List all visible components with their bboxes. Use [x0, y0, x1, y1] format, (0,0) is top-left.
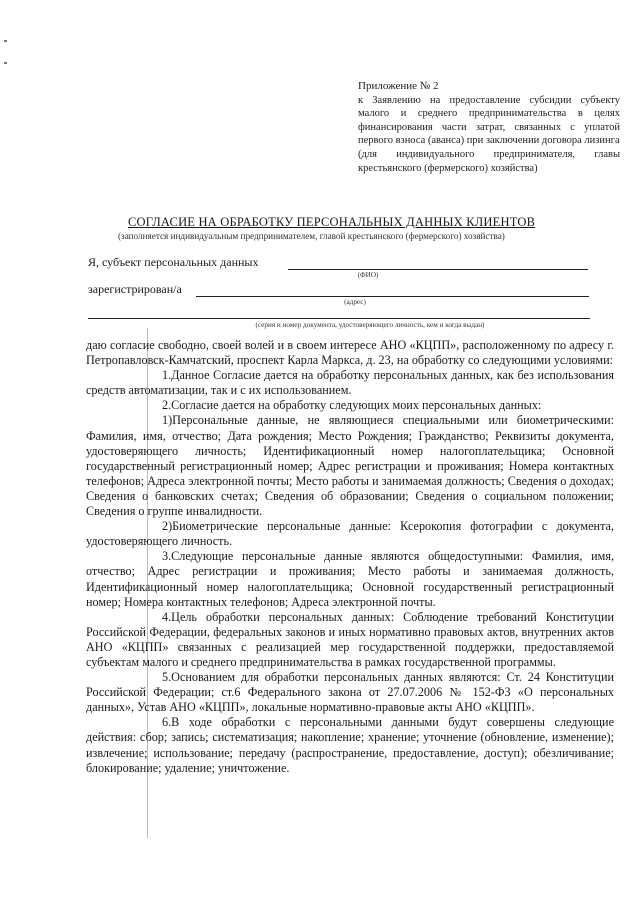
clause-number: 6. — [162, 715, 172, 730]
fio-field[interactable] — [288, 269, 588, 270]
clause-text: Следующие персональные данные являются общедоступными: Фамилия, имя, отчество; Адрес регистрации и проживания; Место работы и занимаемая должность, Идентификационный номер налогоплательщика; Основной государственный регистрационный номер; Номера контактных телефонов; Адреса электронной почты. — [86, 549, 614, 609]
appendix-note: (для индивидуального предпринимателя, главы крестьянского (фермерского) хозяйства) — [358, 148, 620, 174]
clause-number: 3. — [162, 549, 172, 564]
document-field[interactable] — [88, 318, 590, 319]
consent-body — [86, 338, 614, 776]
clause-number: 1) — [162, 413, 173, 428]
clause-text: Согласие дается на обработку следующих моих персональных данных: — [171, 398, 542, 413]
clause-text: Персональные данные, не являющиеся специальными или биометрическими: Фамилия, имя, отчество; Дата рождения; Место Рождения; Гражданство; Реквизиты документа, удостоверяющего личность; Идентификационный номер налогоплательщика; Основной государственный регистрационный номер; Адрес регистрации и проживания; Номера контактных телефонов; Адреса электронной почты; Место работы и занимаемая должность; Сведения о доходах; Сведения о банковских счетах; Сведения об образовании; Сведения о социальном положении; Сведения о группе инвалидности. — [86, 413, 614, 519]
clause-number: 5. — [162, 670, 172, 685]
address-field[interactable] — [196, 296, 589, 297]
clause-number: 4. — [162, 609, 172, 624]
clause-number: 1. — [162, 368, 172, 383]
appendix-text: к Заявлению на предоставление субсидии субъекту малого и среднего предпринимательства в целях финансирования части затрат, связанных с уплатой первого взноса (аванса) при заключении договора лизинга — [358, 94, 620, 147]
appendix-title: Приложение № 2 — [358, 80, 439, 92]
consent-intro: даю согласие свободно, своей волей и в своем интересе АНО «КЦПП», расположенному по адресу г. Петропавловск-Камчатский, проспект Карла Маркса, д. 23, на обработку со следующими условиями: — [86, 338, 614, 368]
clause-2 — [86, 398, 614, 413]
clause-1 — [86, 368, 614, 398]
clause-3 — [86, 549, 614, 609]
fio-caption: (ФИО) — [357, 271, 379, 279]
subject-label: Я, субъект персональных данных — [88, 255, 259, 269]
clause-2-1 — [86, 413, 614, 519]
clause-4 — [86, 610, 614, 670]
document-subtitle: (заполняется индивидуальным предпринимателем, главой крестьянского (фермерского) хозяйства) — [118, 231, 505, 241]
appendix-block — [358, 80, 620, 175]
clause-6 — [86, 715, 614, 775]
registered-label: зарегистрирован/а — [88, 282, 182, 296]
clause-number: 2. — [162, 398, 172, 413]
clause-text: Данное Согласие дается на обработку персональных данных, как без использования средств автоматизации, так и с их использованием. — [86, 368, 614, 398]
clause-2-2 — [86, 519, 614, 549]
clause-5 — [86, 670, 614, 715]
address-caption: (адрес) — [344, 298, 366, 306]
clause-text: Цель обработки персональных данных: Соблюдение требований Конституции Российской Федерации, федеральных законов и иных нормативно правовых актов, внутренних актов АНО «КЦПП» связанных с реализацией мер государственной поддержки, предоставляемой субъектам малого и среднего предпринимательства в рамках государственной программы. — [86, 609, 614, 669]
clause-text: Биометрические персональные данные: Ксерокопия фотографии с документа, удостоверяющего личность. — [86, 519, 614, 549]
document-title: СОГЛАСИЕ НА ОБРАБОТКУ ПЕРСОНАЛЬНЫХ ДАННЫХ КЛИЕНТОВ — [128, 215, 536, 229]
clause-number: 2) — [162, 519, 173, 534]
clause-text: В ходе обработки с персональными данными будут совершены следующие действия: сбор; запись; систематизация; накопление; хранение; уточнение (обновление, изменение); извлечение; использование; передачу (распространение, предоставление, доступ); обезличивание; блокирование; удаление; уничтожение. — [86, 715, 614, 775]
clause-text: Основанием для обработки персональных данных являются: Ст. 24 Конституции Российской Федерации; ст.6 Федерального закона от 27.07.2006 № 152-ФЗ «О персональных данных», Устав АНО «КЦПП», локальные нормативно-правовые акты АНО «КЦПП». — [86, 670, 614, 715]
document-caption: (серия и номер документа, удостоверяющего личность, кем и когда выдан) — [255, 321, 485, 329]
